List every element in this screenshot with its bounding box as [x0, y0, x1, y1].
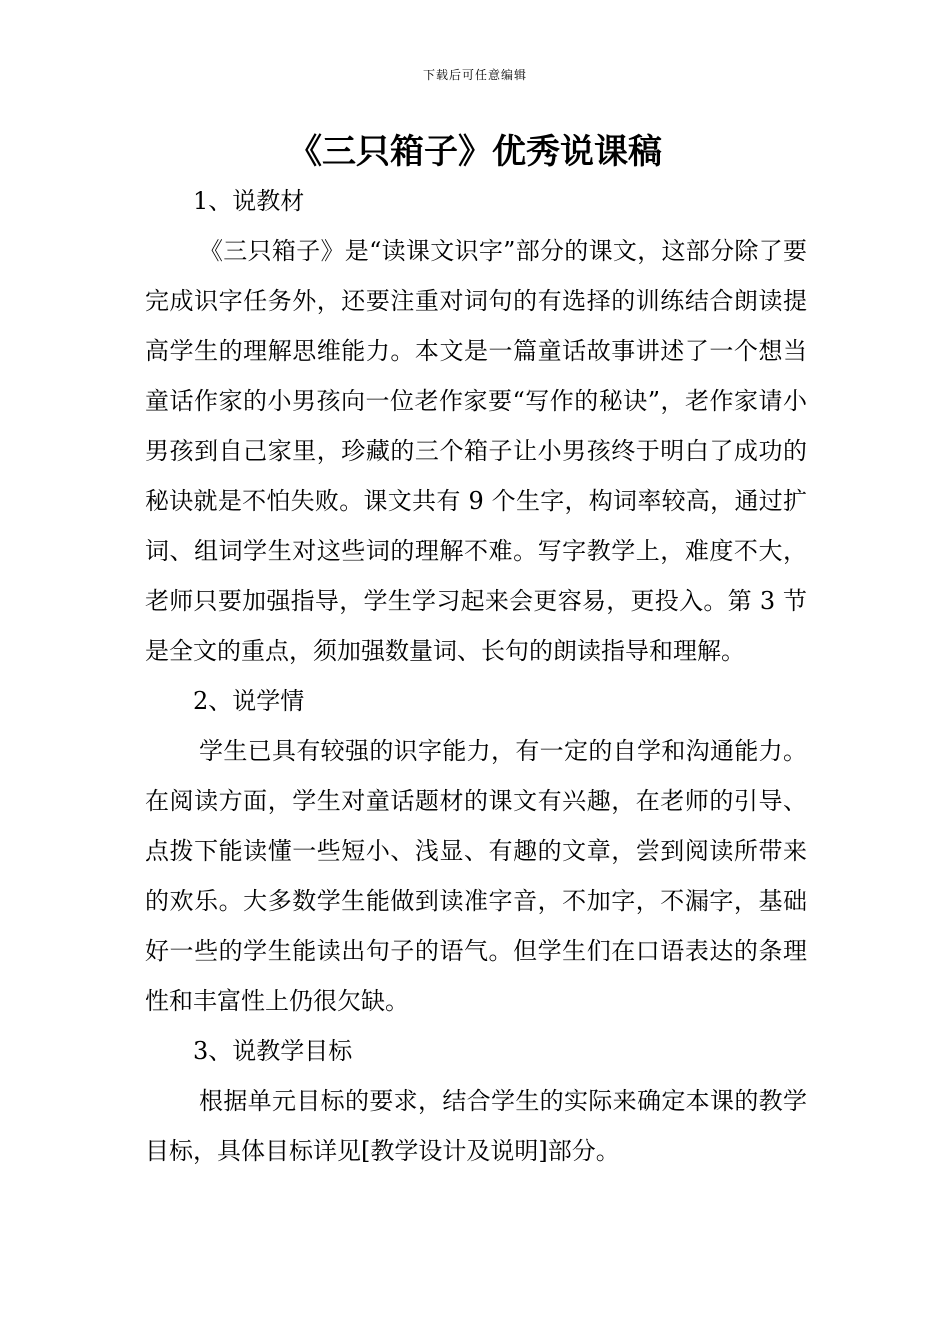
- section-textbook: [145, 176, 807, 676]
- section-heading: 1、说教材: [193, 187, 305, 215]
- section-paragraph: 根据单元目标的要求，结合学生的实际来确定本课的教学目标，具体目标详见[教学设计及说明]部分。: [145, 1087, 807, 1165]
- header-note: 下载后可任意编辑: [422, 68, 527, 82]
- section-student-situation: [145, 676, 807, 1026]
- section-paragraph: 《三只箱子》是“读课文识字”部分的课文，这部分除了要完成识字任务外，还要注重对词句的有选择的训练结合朗读提高学生的理解思维能力。本文是一篇童话故事讲述了一个想当童话作家的小男孩向一位老作家要“写作的秘诀”，老作家请小男孩到自己家里，珍藏的三个箱子让小男孩终于明白了成功的秘诀就是不怕失败。课文共有 9 个生字，构词率较高，通过扩词、组词学生对这些词的理解不难。写字教学上，难度不大，老师只要加强指导，学生学习起来会更容易，更投入。第 3 节是全文的重点，须加强数量词、长句的朗读指导和理解。: [145, 237, 807, 665]
- section-paragraph: 学生已具有较强的识字能力，有一定的自学和沟通能力。在阅读方面，学生对童话题材的课文有兴趣，在老师的引导、点拨下能读懂一些短小、浅显、有趣的文章，尝到阅读所带来的欢乐。大多数学生能做到读准字音，不加字，不漏字，基础好一些的学生能读出句子的语气。但学生们在口语表达的条理性和丰富性上仍很欠缺。: [145, 737, 807, 1015]
- section-heading: 2、说学情: [193, 687, 305, 715]
- document-body: [145, 176, 807, 1176]
- section-teaching-goals: [145, 1026, 807, 1176]
- section-heading: 3、说教学目标: [193, 1037, 353, 1065]
- document-title: 《三只箱子》优秀说课稿: [288, 132, 662, 172]
